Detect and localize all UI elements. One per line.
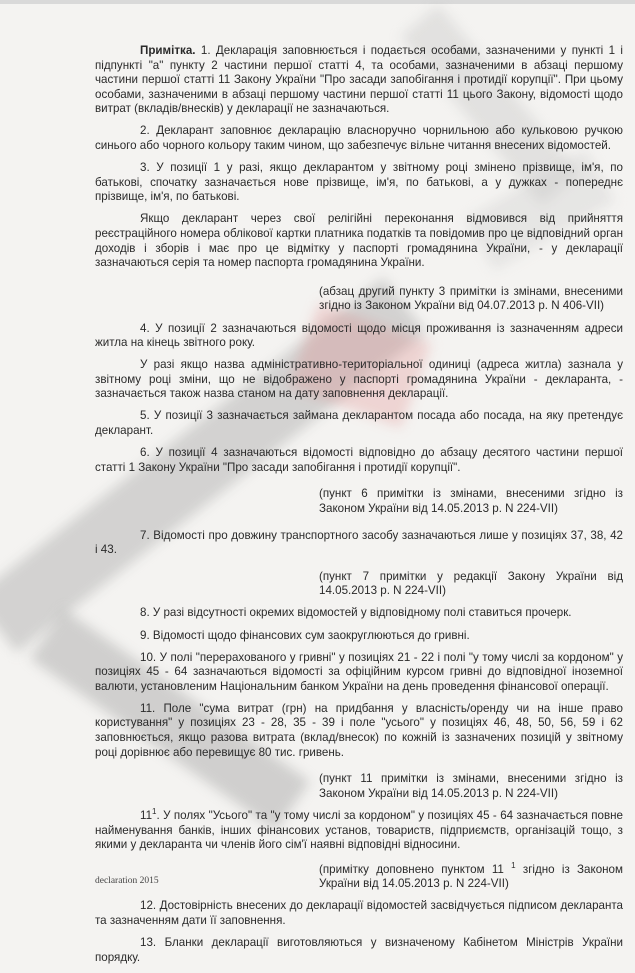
note-item-9: 9. Відомості щодо фінансових сум заокруглюються до гривні. <box>140 628 470 642</box>
note-item-3-paragraph-2: Якщо декларант через свої релігійні переконання відмовився від прийняття реєстраційного номера облікової картки платника податків та повідомив про це відповідний орган доходів і зборів і має про це відмітку у паспорті громадянина України, - у декларації зазначаються серія та номер паспорта громадянина України. <box>95 212 623 270</box>
note-item-5: 5. У позиції 3 зазначається займана декларантом посада або посада, на яку претендує декларант. <box>95 409 623 438</box>
note-item-3: 3. У позиції 1 у разі, якщо декларантом у звітному році змінено прізвище, ім'я, по батькові, спочатку зазначається нове прізвище, ім'я, по батькові, а у дужках - попереднє прізвище, ім'я, по батькові. <box>95 161 623 204</box>
amendment-note-11-1 <box>319 860 623 892</box>
note-item-4: 4. У позиції 2 зазначаються відомості щодо місця проживання із зазначенням адреси житла на кінець звітного року. <box>95 321 623 350</box>
note-item-8: 8. У разі відсутності окремих відомостей у відповідному полі ставиться прочерк. <box>140 606 572 620</box>
amendment-note-11: (пункт 11 примітки із змінами, внесеними згідно із Законом України від 14.05.2013 р. N 224-VII) <box>319 772 623 800</box>
note-item-13: 13. Бланки декларації виготовляються у визначеному Кабінетом Міністрів України порядку. <box>95 936 623 964</box>
note-label: Примітка. <box>140 44 196 57</box>
amendment-superscript: 1 <box>511 860 516 870</box>
note-item-6: 6. У позиції 4 зазначаються відомості відповідно до абзацу десятого частини першої статті 1 Закону України "Про засади запобігання і протидії корупції". <box>95 446 623 474</box>
note-item-1 <box>95 44 623 117</box>
amendment-note-3: (абзац другий пункту 3 примітки із змінами, внесеними згідно із Законом України від 04.07.2013 р. N 406-VII) <box>319 284 623 313</box>
amendment-note-7: (пункт 7 примітки у редакції Закону України від 14.05.2013 р. N 224-VII) <box>319 569 623 598</box>
scan-edge <box>0 0 635 4</box>
note-item-4-paragraph-2: У разі якщо назва адміністративно-територіальної одиниці (адреса житла) зазнала у звітному році зміни, що не відображено у паспорті громадянина України - декларанта, - зазначається також назва станом на дату заповнення декларації. <box>95 358 623 401</box>
amendment-note-6: (пункт 6 примітки із змінами, внесеними згідно із Законом України від 14.05.2013 р. N 224-VII) <box>319 487 623 515</box>
amendment-text: згідно із Законом України від 14.05.2013 р. N 224-VII) <box>319 862 623 891</box>
note-item-11-1-text: . У полях "Усього" та "у тому числі за кордоном" у позиціях 45 - 64 зазначається повне найменування банків, інших фінансових установ, товариств, підприємств, організацій тощо, з якими у декларанта чи членів його сім'ї наявні відповідні відносини. <box>95 808 623 852</box>
note-item-12: 12. Достовірність внесених до декларації відомостей засвідчується підписом декларанта та зазначенням дати її заповнення. <box>95 899 623 927</box>
item-number: 11 <box>140 808 153 822</box>
page-footer: declaration 2015 <box>95 876 159 886</box>
item-superscript: 1 <box>152 807 157 817</box>
note-item-11-1 <box>95 809 623 853</box>
amendment-text: (примітку доповнено пунктом 11 <box>319 862 504 876</box>
note-item-1-text: 1. Декларація заповнюється і подається особами, зазначеними у пункті 1 і підпункті "а" пункту 2 частини першої статті 4, та особами, зазначеними в абзаці першому частини першої статті 11 Закону України "Про засади запобігання і протидії корупції". При цьому особами, зазначеними в абзаці першому частини першої статті 11 цього Закону, відомості щодо витрат (вкладів/внесків) у декларації не зазначаються. <box>95 44 623 116</box>
note-item-7: 7. Відомості про довжину транспортного засобу зазначаються лише у позиціях 37, 38, 42 і 43. <box>95 528 623 557</box>
document-body <box>95 44 623 973</box>
note-item-10: 10. У полі "перерахованого у гривні" у позиціях 21 - 22 і полі "у тому числі за кордоном" у позиціях 45 - 64 зазначаються відомості за офіційним курсом гривні до відповідної іноземної валюти, установленим Національним банком України на день проведення фінансової операції. <box>95 650 623 693</box>
note-item-2: 2. Декларант заповнює декларацію власноручно чорнильною або кульковою ручкою синього або чорного кольору таким чином, що забезпечує вільне читання внесених відомостей. <box>95 124 623 153</box>
note-item-11: 11. Поле "сума витрат (грн) на придбання у власність/оренду чи на інше право користування" у позиціях 23 - 28, 35 - 39 і поле "усього" у позиціях 46, 48, 50, 56, 59 і 62 заповнюється, якщо разова витрата (вклад/внесок) по кожній із зазначених позицій у звітному році дорівнює або перевищує 80 тис. гривень. <box>95 701 623 759</box>
